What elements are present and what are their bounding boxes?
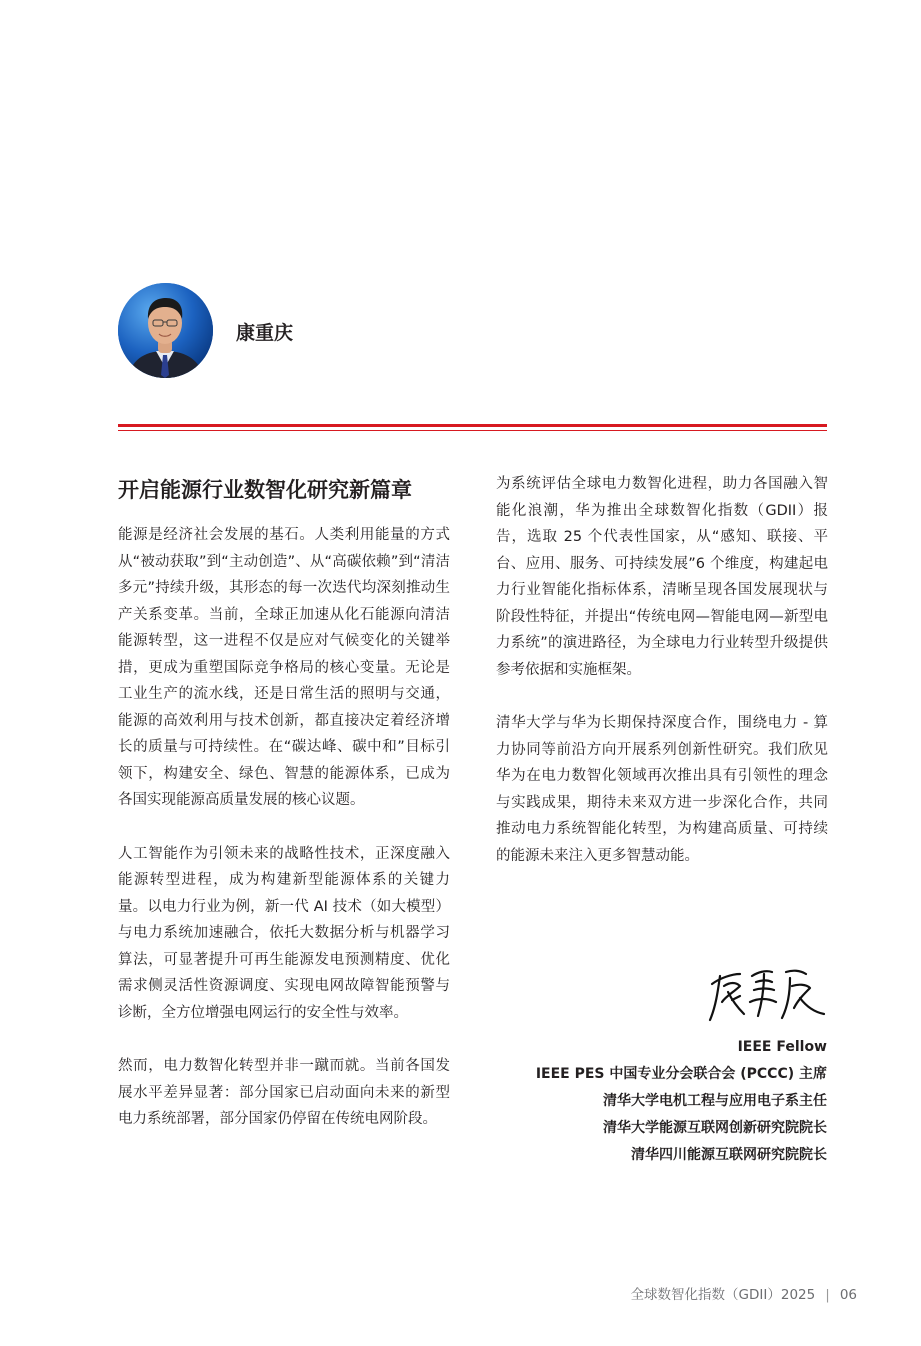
footer-report-name: 全球数智化指数（GDII）2025 [630,1287,816,1303]
author-avatar [118,283,213,378]
paragraph: 然而，电力数智化转型并非一蹴而就。当前各国发展水平差异显著：部分国家已启动面向未来的新型电力系统部署，部分国家仍停留在传统电网阶段。 [118,1058,450,1127]
header-divider-thin [118,430,827,431]
header-divider-thick [118,424,827,427]
title-line: 清华四川能源互联网研究院院长 [631,1147,827,1163]
paragraph: 人工智能作为引领未来的战略性技术，正深度融入能源转型进程，成为构建新型能源体系的关键力量。以电力行业为例，新一代 AI 技术（如大模型）与电力系统加速融合，依托大数据分析与机器学习算法，可显著提升可再生能源发电预测精度、优化需求侧灵活性资源调度、实现电网故障智能预警与诊断，全方位增强电网运行的安全性与效率。 [118,845,450,1021]
title-line: 清华大学能源互联网创新研究院院长 [603,1120,827,1136]
page-number: 06 [839,1287,857,1303]
page-footer [631,1283,857,1303]
footer-separator: | [825,1287,830,1303]
handwritten-signature-icon [706,962,828,1024]
paragraph: 清华大学与华为长期保持深度合作，围绕电力 - 算力协同等前沿方向开展系列创新性研究。我们欣见华为在电力数智化领域再次推出具有引领性的理念与实践成果，期待未来双方进一步深化合作，共同推动电力系统智能化转型，为构建高质量、可持续的能源未来注入更多智慧动能。 [496,715,828,864]
paragraph: 为系统评估全球电力数智化进程，助力各国融入智能化浪潮，华为推出全球数智化指数（GDII）报告，选取 25 个代表性国家，从“感知、联接、平台、应用、服务、可持续发展”6 个维度，构建起电力行业智能化指标体系，清晰呈现各国发展现状与阶段性特征，并提出“传统电网—智能电网—新型电力系统”的演进路径，为全球电力行业转型升级提供参考依据和实施框架。 [496,476,828,678]
title-line: 清华大学电机工程与应用电子系主任 [603,1093,827,1109]
paragraph: 能源是经济社会发展的基石。人类利用能量的方式从“被动获取”到“主动创造”、从“高碳依赖”到“清洁多元”持续升级，其形态的每一次迭代均深刻推动生产关系变革。当前，全球正加速从化石能源向清洁能源转型，这一进程不仅是应对气候变化的关键举措，更成为重塑国际竞争格局的核心变量。无论是工业生产的流水线，还是日常生活的照明与交通，能源的高效利用与技术创新，都直接决定着经济增长的质量与可持续性。在“碳达峰、碳中和”目标引领下，构建安全、绿色、智慧的能源体系，已成为各国实现能源高质量发展的核心议题。 [118,527,450,808]
left-column [118,522,450,1160]
section-title: 开启能源行业数智化研究新篇章 [118,478,412,502]
author-titles [536,1034,827,1169]
title-line: IEEE PES 中国专业分会联合会 (PCCC) 主席 [535,1066,827,1082]
right-column [496,471,828,896]
author-name: 康重庆 [236,322,294,344]
portrait-photo-icon [118,283,213,378]
title-line: IEEE Fellow [737,1039,827,1055]
